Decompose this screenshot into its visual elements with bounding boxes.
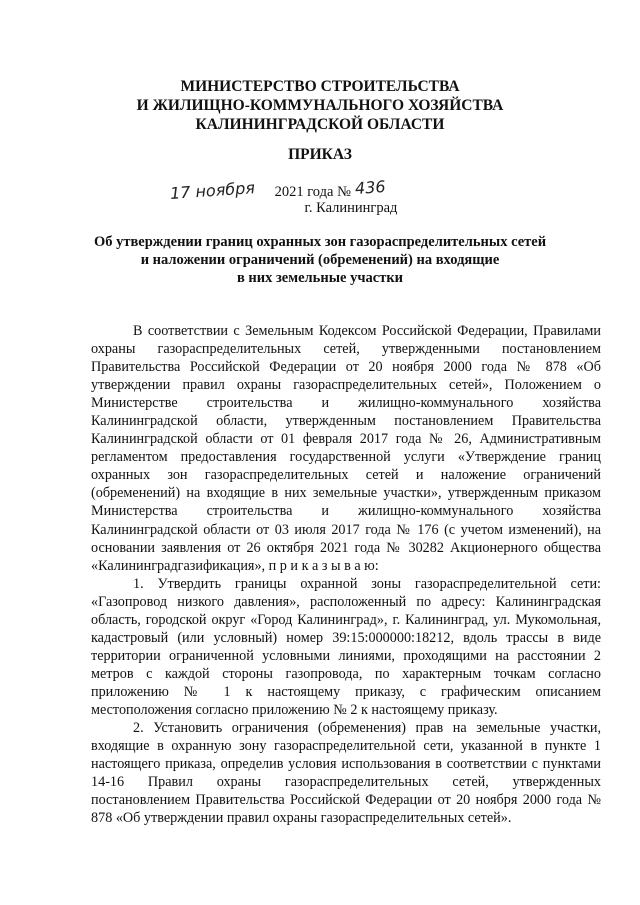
preamble-text: В соответствии с Земельным Кодексом Российской Федерации, Правилами охраны газораспределительных сетей, утвержденными постановлением Правительства Российской Федерации от 20 ноября 2000 года № 878 «Об утверждении правил охраны газораспределительных сетей», Положением о Министерстве строительства и жилищно-коммунального хозяйства Калининградской области, утвержденным постановлением Правительства Калининградской области от 01 февраля 2017 года № 26, Административным регламентом предоставления государственной услуги «Утверждение границ охранных зон газораспределительных сетей и наложение ограничений (обременений) на входящие в них земельные участки», утвержденным приказом Министерства строительства и жилищно-коммунального хозяйства Калининградской области от 03 июля 2017 года № 176 (с учетом изменений), на основании заявления от 26 октября 2021 года № 30282 Акционерного общества «Калининградгазификация», <box>91 323 601 574</box>
subject-line-2: и наложении ограничений (обременений) на входящие <box>140 252 500 268</box>
item-2-paragraph: 2. Установить ограничения (обременения) прав на земельные участки, входящие в охранную зону газораспределительной сети, указанной в пункте 1 настоящего приказа, определив условия использования в соответствии с пунктами 14-16 Правил охраны газораспределительных сетей, утвержденных постановлением Правительства Российской Федерации от 20 ноября 2000 года № 878 «Об утверждении правил охраны газораспределительных сетей». <box>91 720 601 827</box>
ministry-line-1: МИНИСТЕРСТВО СТРОИТЕЛЬСТВА <box>180 78 460 95</box>
ministry-line-3: КАЛИНИНГРАДСКОЙ ОБЛАСТИ <box>195 116 445 133</box>
handwritten-number: 436 <box>353 176 386 199</box>
city: г. Калининград <box>304 200 398 216</box>
printed-year: 2021 года № <box>274 184 351 200</box>
ministry-header <box>0 77 640 134</box>
item-1-paragraph: 1. Утвердить границы охранной зоны газораспределительной сети: «Газопровод низкого давления», расположенный по адресу: Калининградская область, городской округ «Город Калининград», г. Калининград, ул. Мукомольная, кадастровый (или условный) номер 39:15:000000:18212, вдоль трассы в виде территории ограниченной условными линиями, проходящими на расстоянии 2 метров с каждой стороны газопровода, по характерным точкам согласно приложению № 1 к настоящему приказу, с графическим описанием местоположения согласно приложению № 2 к настоящему приказу. <box>91 575 601 718</box>
order-body <box>91 322 601 827</box>
order-subject <box>0 233 640 287</box>
order-word: п р и к а з ы в а ю: <box>268 557 379 574</box>
handwritten-date: 17 ноября <box>169 178 256 203</box>
preamble-paragraph <box>91 322 601 575</box>
date-line <box>169 176 500 203</box>
subject-line-3: в них земельные участки <box>236 270 404 286</box>
ministry-line-2: И ЖИЛИЩНО-КОММУНАЛЬНОГО ХОЗЯЙСТВА <box>136 97 504 114</box>
subject-line-1: Об утверждении границ охранных зон газораспределительных сетей <box>93 234 547 250</box>
document-type: ПРИКАЗ <box>288 146 352 163</box>
